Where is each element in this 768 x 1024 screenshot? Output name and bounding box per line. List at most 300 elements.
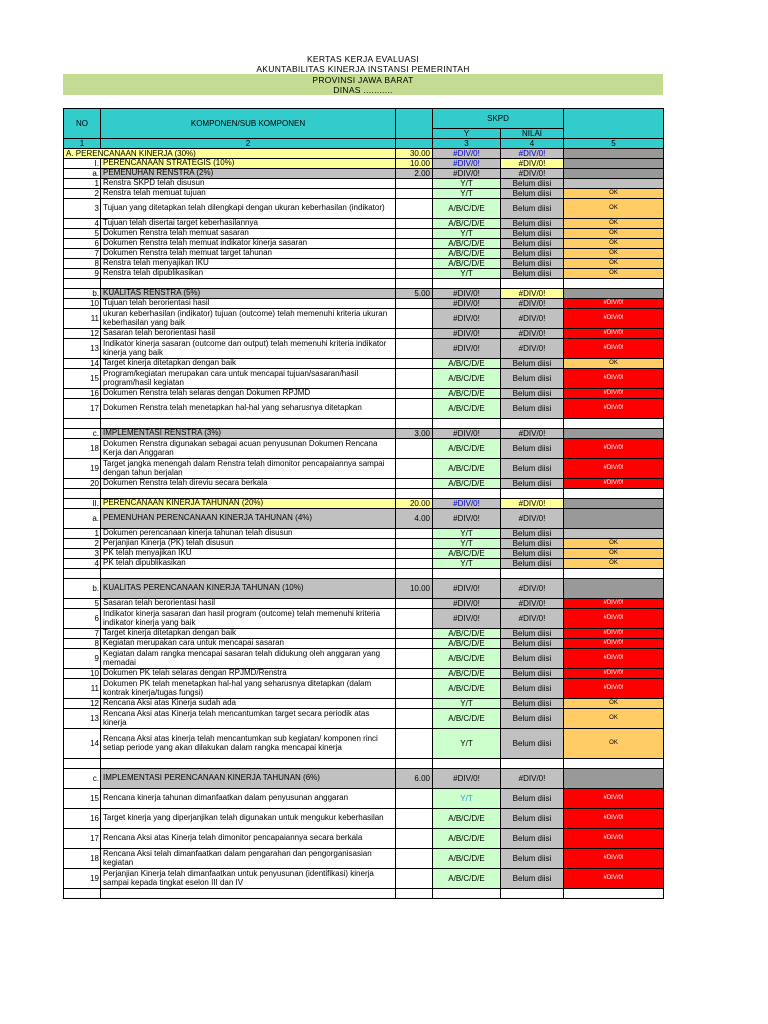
status-badge: OK (564, 199, 664, 219)
answer-value[interactable]: A/B/C/D/E (433, 649, 501, 669)
row-number: 4 (64, 219, 101, 229)
answer-value[interactable]: A/B/C/D/E (433, 869, 501, 889)
weight-value: 20.00 (396, 499, 433, 509)
answer-value: #DIV/0! (433, 309, 501, 329)
answer-value: #DIV/0! (433, 499, 501, 509)
row-number: 11 (64, 679, 101, 699)
weight-value (396, 609, 433, 629)
weight-value (396, 179, 433, 189)
weight-value (396, 549, 433, 559)
header-skpd: SKPD (433, 109, 564, 129)
score-value[interactable]: Belum diisi (501, 459, 564, 479)
empty-cell (396, 419, 433, 429)
status-badge: OK (564, 559, 664, 569)
score-value: #DIV/0! (501, 579, 564, 599)
status-badge: OK (564, 239, 664, 249)
score-value[interactable]: Belum diisi (501, 479, 564, 489)
section-title: A. PERENCANAAN KINERJA (30%) (64, 149, 396, 159)
status-badge: #DIV/0! (564, 829, 664, 849)
answer-value: #DIV/0! (433, 329, 501, 339)
empty-cell (64, 419, 101, 429)
component-label: PK telah dipublikasikan (101, 559, 396, 569)
empty-cell (64, 569, 101, 579)
table-row (64, 769, 664, 789)
component-label: Rencana Aksi atas kinerja telah mencantumkan sub kegiatan/ komponen rinci setiap periode yang akan dilakukan dalam rangka mencapai kinerja (101, 729, 396, 759)
answer-value: #DIV/0! (433, 169, 501, 179)
spacer-row (64, 489, 664, 499)
weight-value (396, 229, 433, 239)
status-badge: #DIV/0! (564, 399, 664, 419)
answer-value[interactable]: A/B/C/D/E (433, 829, 501, 849)
component-label: Dokumen Renstra digunakan sebagai acuan penyusunan Dokumen Rencana Kerja dan Anggaran (101, 439, 396, 459)
row-number: 2 (64, 189, 101, 199)
score-value[interactable]: Belum diisi (501, 669, 564, 679)
component-label: PEMENUHAN RENSTRA (2%) (101, 169, 396, 179)
status-badge: #DIV/0! (564, 639, 664, 649)
component-label: Renstra telah memuat tujuan (101, 189, 396, 199)
empty-cell (433, 279, 501, 289)
status-badge: #DIV/0! (564, 339, 664, 359)
component-label: Dokumen perencanaan kinerja tahunan telah disusun (101, 529, 396, 539)
doc-subtitle: AKUNTABILITAS KINERJA INSTANSI PEMERINTAH (256, 64, 470, 74)
answer-value[interactable]: A/B/C/D/E (433, 809, 501, 829)
empty-cell (501, 279, 564, 289)
weight-value (396, 639, 433, 649)
score-value[interactable]: Belum diisi (501, 239, 564, 249)
component-label: KUALITAS PERENCANAAN KINERJA TAHUNAN (10%) (101, 579, 396, 599)
answer-value[interactable]: A/B/C/D/E (433, 259, 501, 269)
empty-cell (101, 489, 396, 499)
weight-value (396, 709, 433, 729)
status-badge: OK (564, 269, 664, 279)
table-row (64, 829, 664, 849)
weight-value (396, 649, 433, 669)
table-row (64, 189, 664, 199)
spacer-row (64, 889, 664, 899)
row-number: 12 (64, 329, 101, 339)
component-label: Dokumen PK telah selaras dengan RPJMD/Renstra (101, 669, 396, 679)
answer-value[interactable]: A/B/C/D/E (433, 709, 501, 729)
empty-cell (64, 889, 101, 899)
weight-value (396, 329, 433, 339)
row-number: b. (64, 289, 101, 299)
row-number: 13 (64, 339, 101, 359)
answer-value[interactable]: Y/T (433, 189, 501, 199)
weight-value (396, 269, 433, 279)
spacer-row (64, 759, 664, 769)
table-row (64, 399, 664, 419)
score-value[interactable]: Belum diisi (501, 529, 564, 539)
answer-value[interactable]: A/B/C/D/E (433, 239, 501, 249)
doc-title: KERTAS KERJA EVALUASI (306, 54, 420, 64)
table-row (64, 729, 664, 759)
status-badge: #DIV/0! (564, 609, 664, 629)
status-badge: #DIV/0! (564, 329, 664, 339)
table-row (64, 699, 664, 709)
answer-value: #DIV/0! (433, 159, 501, 169)
weight-value (396, 399, 433, 419)
status-badge: #DIV/0! (564, 629, 664, 639)
status-badge: #DIV/0! (564, 369, 664, 389)
answer-value[interactable]: Y/T (433, 539, 501, 549)
weight-value (396, 699, 433, 709)
answer-value: #DIV/0! (433, 609, 501, 629)
status-badge (564, 429, 664, 439)
status-badge (564, 149, 664, 159)
weight-value (396, 669, 433, 679)
status-badge (564, 509, 664, 529)
score-value[interactable]: Belum diisi (501, 789, 564, 809)
status-badge (564, 769, 664, 789)
status-badge: OK (564, 229, 664, 239)
row-number: 6 (64, 239, 101, 249)
component-label: Tujuan telah berorientasi hasil (101, 299, 396, 309)
weight-value: 10.00 (396, 159, 433, 169)
score-value: #DIV/0! (501, 169, 564, 179)
status-badge: OK (564, 699, 664, 709)
score-value: #DIV/0! (501, 159, 564, 169)
component-label: Kegiatan merupakan cara untuk mencapai sasaran (101, 639, 396, 649)
component-label: PERENCANAAN STRATEGIS (10%) (101, 159, 396, 169)
score-value[interactable]: Belum diisi (501, 559, 564, 569)
component-label: KUALITAS RENSTRA (5%) (101, 289, 396, 299)
component-label: Rencana kinerja tahunan dimanfaatkan dalam penyusunan anggaran (101, 789, 396, 809)
score-value[interactable]: Belum diisi (501, 549, 564, 559)
component-label: Program/kegiatan merupakan cara untuk mencapai tujuan/sasaran/hasil program/hasil kegiatan (101, 369, 396, 389)
weight-value: 4.00 (396, 509, 433, 529)
colnum-blank (396, 139, 433, 149)
answer-value[interactable]: A/B/C/D/E (433, 399, 501, 419)
answer-value[interactable]: Y/T (433, 699, 501, 709)
weight-value (396, 359, 433, 369)
spacer-row (64, 279, 664, 289)
component-label: Indikator kinerja sasaran dan hasil program (outcome) telah memenuhi kriteria indikator kinerja yang baik (101, 609, 396, 629)
table-row (64, 389, 664, 399)
score-value[interactable]: Belum diisi (501, 229, 564, 239)
table-row (64, 669, 664, 679)
weight-value (396, 369, 433, 389)
score-value[interactable]: Belum diisi (501, 219, 564, 229)
province-label: PROVINSI JAWA BARAT (312, 75, 414, 85)
empty-cell (433, 889, 501, 899)
table-row (64, 709, 664, 729)
score-value[interactable]: Belum diisi (501, 679, 564, 699)
component-label: Rencana Aksi telah dimanfaatkan dalam pengarahan dan pengorganisasian kegiatan (101, 849, 396, 869)
header-komponen: KOMPONEN/SUB KOMPONEN (101, 109, 396, 139)
table-row (64, 199, 664, 219)
weight-value (396, 559, 433, 569)
score-value[interactable]: Belum diisi (501, 649, 564, 669)
empty-cell (64, 279, 101, 289)
table-row (64, 339, 664, 359)
score-value[interactable]: Belum diisi (501, 869, 564, 889)
component-label: Dokumen Renstra telah memuat indikator kinerja sasaran (101, 239, 396, 249)
row-number: 19 (64, 459, 101, 479)
empty-cell (501, 419, 564, 429)
weight-value (396, 199, 433, 219)
table-row (64, 579, 664, 599)
status-badge: OK (564, 729, 664, 759)
score-value: #DIV/0! (501, 769, 564, 789)
status-badge: #DIV/0! (564, 789, 664, 809)
answer-value[interactable]: A/B/C/D/E (433, 479, 501, 489)
score-value[interactable]: Belum diisi (501, 629, 564, 639)
row-number: 18 (64, 439, 101, 459)
component-label: Dokumen Renstra telah selaras dengan Dokumen RPJMD (101, 389, 396, 399)
spacer-row (64, 419, 664, 429)
status-badge: #DIV/0! (564, 679, 664, 699)
status-badge (564, 289, 664, 299)
component-label: Perjanjian Kinerja (PK) telah disusun (101, 539, 396, 549)
answer-value[interactable]: A/B/C/D/E (433, 669, 501, 679)
component-label: Rencana Aksi atas Kinerja sudah ada (101, 699, 396, 709)
component-label: Tujuan yang ditetapkan telah dilengkapi dengan ukuran keberhasilan (indikator) (101, 199, 396, 219)
empty-cell (101, 569, 396, 579)
weight-value (396, 849, 433, 869)
row-number: 20 (64, 479, 101, 489)
table-row (64, 159, 664, 169)
score-value: #DIV/0! (501, 499, 564, 509)
answer-value[interactable]: A/B/C/D/E (433, 389, 501, 399)
score-value: #DIV/0! (501, 299, 564, 309)
empty-cell (564, 889, 664, 899)
component-label: Renstra telah dipublikasikan (101, 269, 396, 279)
status-badge: OK (564, 259, 664, 269)
header-no: NO (64, 109, 101, 139)
score-value[interactable]: Belum diisi (501, 729, 564, 759)
colnum-2: 2 (101, 139, 396, 149)
weight-value (396, 339, 433, 359)
answer-value: #DIV/0! (433, 509, 501, 529)
table-row (64, 529, 664, 539)
row-number: 11 (64, 309, 101, 329)
component-label: Dokumen Renstra telah direviu secara berkala (101, 479, 396, 489)
empty-cell (101, 759, 396, 769)
weight-value: 2.00 (396, 169, 433, 179)
status-badge (564, 499, 664, 509)
weight-value (396, 479, 433, 489)
table-header-row (64, 109, 664, 129)
score-value: #DIV/0! (501, 509, 564, 529)
answer-value[interactable]: Y/T (433, 179, 501, 189)
score-value[interactable]: Belum diisi (501, 809, 564, 829)
answer-value[interactable]: Y/T (433, 789, 501, 809)
answer-value[interactable]: A/B/C/D/E (433, 639, 501, 649)
table-row (64, 299, 664, 309)
weight-value (396, 539, 433, 549)
table-row (64, 789, 664, 809)
table-row (64, 559, 664, 569)
component-label: Target kinerja ditetapkan dengan baik (101, 359, 396, 369)
table-row (64, 849, 664, 869)
status-badge: #DIV/0! (564, 299, 664, 309)
status-badge: #DIV/0! (564, 309, 664, 329)
row-number: c. (64, 429, 101, 439)
score-value[interactable]: Belum diisi (501, 269, 564, 279)
score-value[interactable]: Belum diisi (501, 179, 564, 189)
score-value[interactable]: Belum diisi (501, 389, 564, 399)
status-badge: #DIV/0! (564, 439, 664, 459)
status-badge: OK (564, 189, 664, 199)
component-label: Renstra SKPD telah disusun (101, 179, 396, 189)
row-number: 2 (64, 539, 101, 549)
answer-value: #DIV/0! (433, 299, 501, 309)
table-row (64, 499, 664, 509)
status-badge: #DIV/0! (564, 459, 664, 479)
answer-value[interactable]: Y/T (433, 729, 501, 759)
weight-value (396, 389, 433, 399)
weight-value: 3.00 (396, 429, 433, 439)
answer-value: #DIV/0! (433, 289, 501, 299)
weight-value (396, 529, 433, 539)
answer-value[interactable]: Y/T (433, 529, 501, 539)
row-number: 17 (64, 399, 101, 419)
table-row (64, 809, 664, 829)
row-number: 5 (64, 229, 101, 239)
score-value[interactable]: Belum diisi (501, 249, 564, 259)
component-label: Sasaran telah berorientasi hasil (101, 599, 396, 609)
table-row (64, 249, 664, 259)
answer-value[interactable]: A/B/C/D/E (433, 549, 501, 559)
table-row (64, 509, 664, 529)
empty-cell (564, 419, 664, 429)
table-row (64, 369, 664, 389)
score-value[interactable]: Belum diisi (501, 259, 564, 269)
answer-value[interactable]: A/B/C/D/E (433, 249, 501, 259)
empty-cell (433, 419, 501, 429)
status-badge: #DIV/0! (564, 809, 664, 829)
answer-value[interactable]: Y/T (433, 269, 501, 279)
weight-value: 10.00 (396, 579, 433, 599)
table-row (64, 149, 664, 159)
status-badge: #DIV/0! (564, 649, 664, 669)
row-number: 16 (64, 809, 101, 829)
component-label: PERENCANAAN KINERJA TAHUNAN (20%) (101, 499, 396, 509)
row-number: 8 (64, 639, 101, 649)
component-label: Rencana Aksi atas Kinerja telah dimonitor pencapaiannya secara berkala (101, 829, 396, 849)
status-badge (564, 529, 664, 539)
weight-value (396, 829, 433, 849)
component-label: Sasaran telah berorientasi hasil (101, 329, 396, 339)
component-label: Dokumen Renstra telah memuat sasaran (101, 229, 396, 239)
row-number: 10 (64, 669, 101, 679)
score-value[interactable]: Belum diisi (501, 639, 564, 649)
score-value: #DIV/0! (501, 339, 564, 359)
status-badge: #DIV/0! (564, 599, 664, 609)
table-row (64, 649, 664, 669)
answer-value[interactable]: A/B/C/D/E (433, 219, 501, 229)
weight-value (396, 809, 433, 829)
score-value[interactable]: Belum diisi (501, 199, 564, 219)
score-value[interactable]: Belum diisi (501, 849, 564, 869)
component-label: Tujuan telah disertai target keberhasilannya (101, 219, 396, 229)
score-value[interactable]: Belum diisi (501, 829, 564, 849)
status-badge: #DIV/0! (564, 479, 664, 489)
answer-value[interactable]: A/B/C/D/E (433, 849, 501, 869)
row-number: 7 (64, 249, 101, 259)
evaluation-table (63, 108, 664, 899)
answer-value[interactable]: A/B/C/D/E (433, 369, 501, 389)
empty-cell (433, 489, 501, 499)
status-badge (564, 169, 664, 179)
table-row (64, 179, 664, 189)
weight-value: 6.00 (396, 769, 433, 789)
score-value[interactable]: Belum diisi (501, 189, 564, 199)
score-value[interactable]: Belum diisi (501, 439, 564, 459)
row-number: 13 (64, 709, 101, 729)
colnum-5: 5 (564, 139, 664, 149)
table-row (64, 599, 664, 609)
table-row (64, 539, 664, 549)
score-value[interactable]: Belum diisi (501, 709, 564, 729)
empty-cell (396, 889, 433, 899)
score-value[interactable]: Belum diisi (501, 359, 564, 369)
table-row (64, 479, 664, 489)
empty-cell (396, 279, 433, 289)
table-row (64, 459, 664, 479)
status-badge: OK (564, 219, 664, 229)
table-row (64, 429, 664, 439)
row-number: 15 (64, 369, 101, 389)
score-value: #DIV/0! (501, 289, 564, 299)
score-value[interactable]: Belum diisi (501, 539, 564, 549)
answer-value[interactable]: A/B/C/D/E (433, 679, 501, 699)
header-status (564, 109, 664, 139)
row-number: 8 (64, 259, 101, 269)
empty-cell (64, 759, 101, 769)
component-label: Kegiatan dalam rangka mencapai sasaran telah didukung oleh anggaran yang memadai (101, 649, 396, 669)
answer-value[interactable]: A/B/C/D/E (433, 459, 501, 479)
weight-value (396, 299, 433, 309)
answer-value[interactable]: A/B/C/D/E (433, 439, 501, 459)
answer-value[interactable]: Y/T (433, 229, 501, 239)
table-row (64, 239, 664, 249)
table-row (64, 639, 664, 649)
row-number: 9 (64, 649, 101, 669)
component-label: Target kinerja yang diperjanjikan telah digunakan untuk mengukur keberhasilan (101, 809, 396, 829)
component-label: IMPLEMENTASI RENSTRA (3%) (101, 429, 396, 439)
score-value[interactable]: Belum diisi (501, 699, 564, 709)
component-label: PK telah menyajikan IKU (101, 549, 396, 559)
score-value: #DIV/0! (501, 309, 564, 329)
answer-value[interactable]: Y/T (433, 559, 501, 569)
row-number: 4 (64, 559, 101, 569)
status-badge (564, 179, 664, 189)
row-number: 17 (64, 829, 101, 849)
answer-value[interactable]: A/B/C/D/E (433, 199, 501, 219)
answer-value: #DIV/0! (433, 429, 501, 439)
row-number: c. (64, 769, 101, 789)
component-label: Dokumen PK telah menetapkan hal-hal yang seharusnya ditetapkan (dalam kontrak kinerja/tugas fungsi) (101, 679, 396, 699)
answer-value[interactable]: A/B/C/D/E (433, 629, 501, 639)
row-number: 5 (64, 599, 101, 609)
answer-value[interactable]: A/B/C/D/E (433, 359, 501, 369)
table-row (64, 269, 664, 279)
empty-cell (101, 279, 396, 289)
answer-value: #DIV/0! (433, 149, 501, 159)
component-label: ukuran keberhasilan (indikator) tujuan (outcome) telah memenuhi kriteria ukuran keberhasilan yang baik (101, 309, 396, 329)
score-value[interactable]: Belum diisi (501, 369, 564, 389)
empty-cell (564, 489, 664, 499)
status-badge: OK (564, 709, 664, 729)
component-label: Rencana Aksi atas Kinerja telah mencantumkan target secara periodik atas kinerja (101, 709, 396, 729)
score-value[interactable]: Belum diisi (501, 399, 564, 419)
row-number: a. (64, 509, 101, 529)
answer-value: #DIV/0! (433, 769, 501, 789)
row-number: 3 (64, 549, 101, 559)
status-badge: #DIV/0! (564, 669, 664, 679)
status-badge (564, 579, 664, 599)
